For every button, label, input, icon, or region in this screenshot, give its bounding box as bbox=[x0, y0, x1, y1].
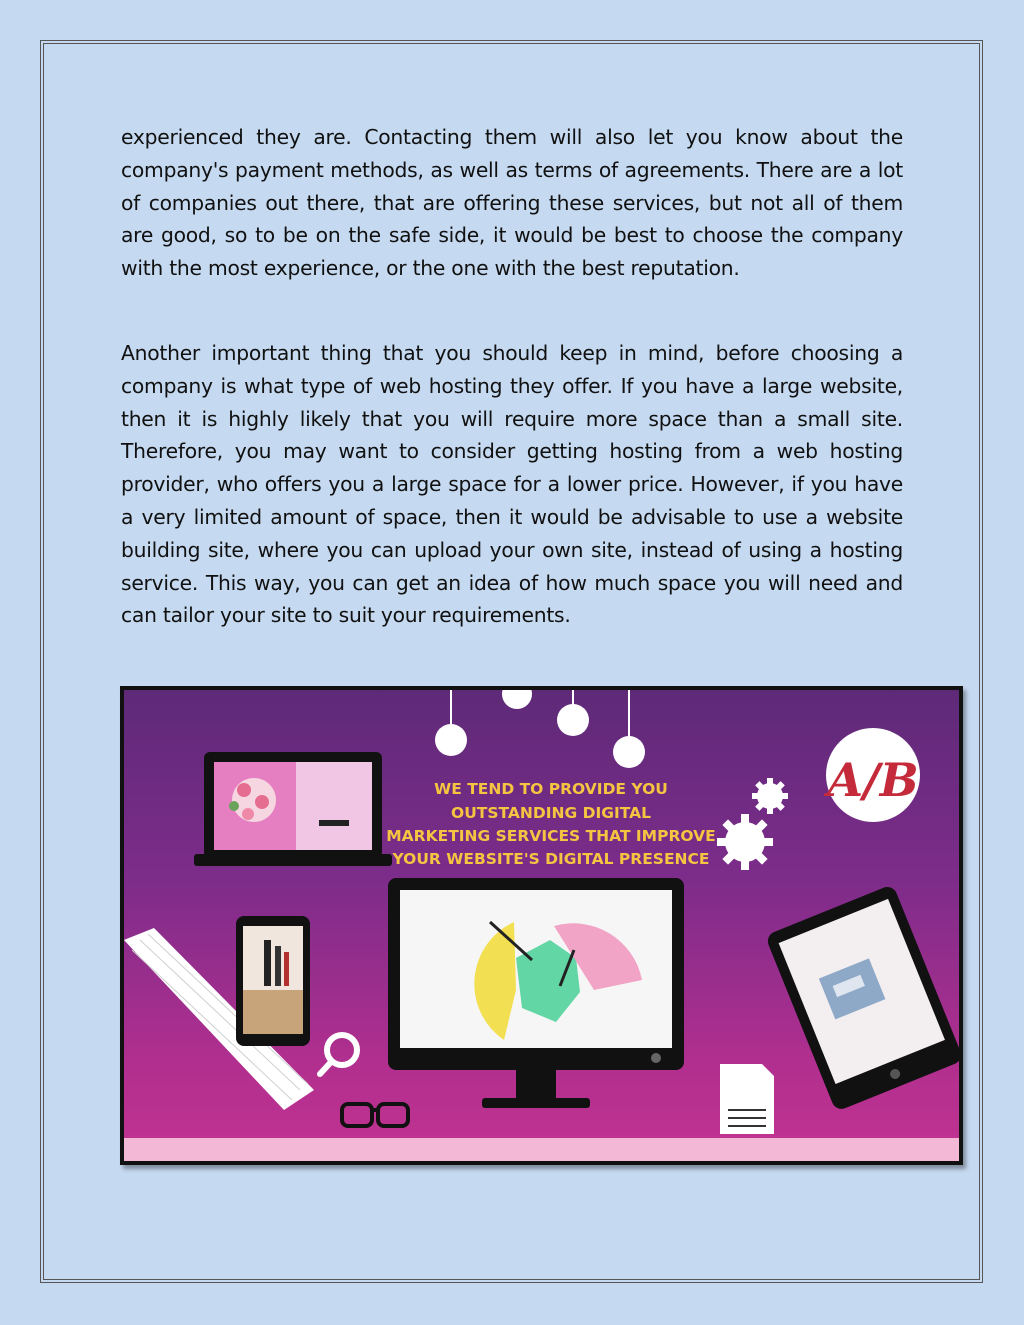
floor-strip bbox=[124, 1138, 959, 1161]
laptop-icon bbox=[194, 752, 392, 866]
document-icon bbox=[720, 1064, 774, 1134]
body-paragraph: experienced they are. Contacting them will also let you know about the company's payment methods, as well as terms of agreements. There are a lot of companies out there, that are offering these services, but not all of them are good, so to be on the safe side, it would be best to choose the company with the most experience, or the one with the best reputation. bbox=[121, 125, 903, 281]
hanging-lamps-icon bbox=[435, 690, 645, 768]
banner-headline bbox=[386, 780, 716, 868]
glasses-icon bbox=[342, 1104, 408, 1126]
headline-line: YOUR WEBSITE'S DIGITAL PRESENCE bbox=[392, 850, 710, 868]
gears-icon bbox=[717, 778, 788, 870]
magnifier-icon bbox=[320, 1035, 357, 1074]
marketing-banner-image bbox=[120, 686, 963, 1165]
smartphone-icon bbox=[236, 916, 310, 1046]
headline-line: WE TEND TO PROVIDE YOU bbox=[434, 780, 668, 798]
brand-logo-icon bbox=[823, 728, 920, 822]
headline-line: OUTSTANDING DIGITAL bbox=[451, 804, 651, 822]
tablet-icon bbox=[765, 884, 959, 1112]
body-paragraph: Another important thing that you should keep in mind, before choosing a company is what type of web hosting they offer. If you have a large website, then it is highly likely that you will require more space than a small site. Therefore, you may want to consider getting hosting from a web hosting provider, who offers you a large space for a lower price. However, if you have a very limited amount of space, then it would be advisable to use a website building site, where you can upload your own site, instead of using a hosting service. This way, you can get an idea of how much space you will need and can tailor your site to suit your requirements. bbox=[121, 341, 903, 628]
monitor-icon bbox=[388, 878, 684, 1108]
logo-text: A/B bbox=[827, 753, 919, 807]
headline-line: MARKETING SERVICES THAT IMPROVE bbox=[386, 827, 716, 845]
